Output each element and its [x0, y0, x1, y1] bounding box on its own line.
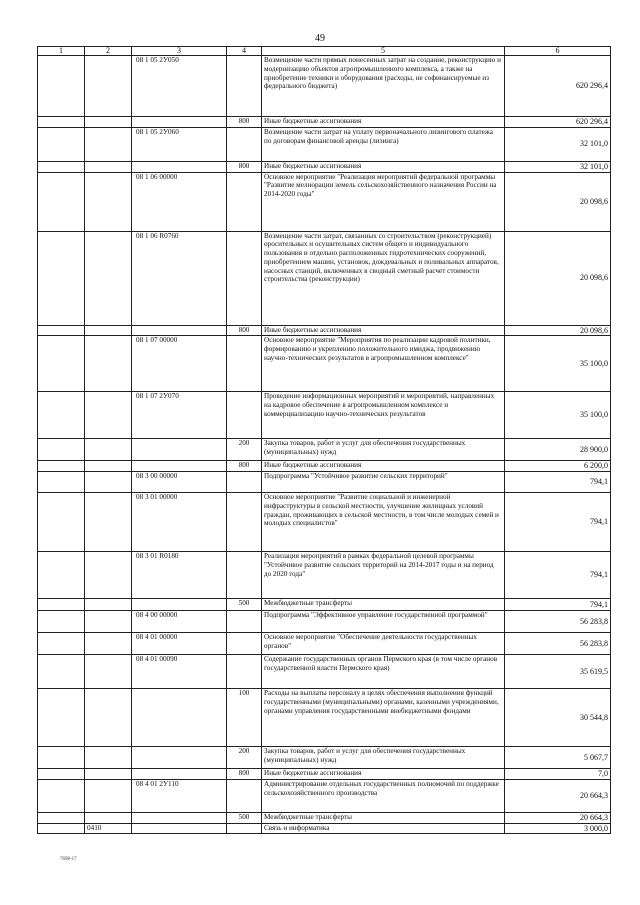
amount-cell: 32 101,0 [505, 127, 611, 161]
name-cell: Иные бюджетные ассигнования [262, 161, 505, 172]
name-cell: Основное мероприятие "Развитие социальной и инженерной инфраструктуры в сельской местности, улучшение жилищных условий граждан, проживающих в сельской местности, в том числе молодых семей и молодых специалистов" [262, 493, 505, 552]
subsection-cell [85, 172, 132, 231]
name-cell: Связь и информатика [262, 823, 505, 834]
section-cell [38, 325, 85, 336]
name-cell: Администрирование отдельных государственных полномочий по поддержке сельскохозяйственного производства [262, 779, 505, 812]
section-cell [38, 812, 85, 823]
amount-cell: 20 098,6 [505, 325, 611, 336]
subsection-cell [85, 493, 132, 552]
amount-cell: 30 544,8 [505, 689, 611, 747]
subsection-cell [85, 633, 132, 655]
subsection-cell [85, 161, 132, 172]
column-numbers-row [38, 47, 611, 56]
target-article-cell: 08 3 01 R0180 [132, 552, 227, 599]
name-cell: Возмещение части прямых понесенных затрат на создание, реконструкцию и модернизацию объектов агропромышленного комплекса, а также на приобретение техники и оборудования (расходы, не софинансируемые из федерального бюджета) [262, 56, 505, 117]
amount-cell: 794,1 [505, 472, 611, 493]
subsection-cell [85, 56, 132, 117]
amount-cell: 794,1 [505, 493, 611, 552]
name-cell: Основное мероприятие "Реализация мероприятий федеральной программы "Развитие мелиорации земель сельскохозяйственного назначения России на 2014-2020 годы" [262, 172, 505, 231]
table-row [38, 472, 611, 493]
target-article-cell: 08 1 07 00000 [132, 336, 227, 392]
table-row [38, 552, 611, 599]
target-article-cell [132, 325, 227, 336]
column-number: 1 [38, 47, 85, 56]
table-row [38, 439, 611, 461]
name-cell: Подпрограмма "Устойчивое развитие сельских территорий" [262, 472, 505, 493]
table-row [38, 336, 611, 392]
subsection-cell [85, 655, 132, 689]
name-cell: Иные бюджетные ассигнования [262, 325, 505, 336]
expense-type-cell [227, 655, 262, 689]
expense-type-cell [227, 392, 262, 439]
table-row [38, 779, 611, 812]
table-row [38, 769, 611, 780]
expense-type-cell: 800 [227, 117, 262, 128]
expense-type-cell [227, 779, 262, 812]
subsection-cell [85, 392, 132, 439]
target-article-cell: 08 1 07 2У070 [132, 392, 227, 439]
column-number: 6 [505, 47, 611, 56]
target-article-cell [132, 689, 227, 747]
subsection-cell [85, 812, 132, 823]
name-cell: Межбюджетные трансферты [262, 812, 505, 823]
section-cell [38, 823, 85, 834]
section-cell [38, 392, 85, 439]
amount-cell: 28 900,0 [505, 439, 611, 461]
table-row [38, 655, 611, 689]
target-article-cell: 08 3 00 00000 [132, 472, 227, 493]
table-row [38, 325, 611, 336]
table-row [38, 599, 611, 611]
table-row [38, 161, 611, 172]
section-cell [38, 172, 85, 231]
amount-cell: 5 067,7 [505, 747, 611, 769]
name-cell: Реализация мероприятий в рамках федеральной целевой программы "Устойчивое развитие сельских территорий на 2014-2017 годы и на период до 2020 года" [262, 552, 505, 599]
name-cell: Возмещение части затрат, связанных со строительством (реконструкцией) оросительных и осушительных систем общего и индивидуального пользования и отдельно расположенных гидротехнических сооружений, приобретением машин, установок, дождевальных и поливальных аппаратов, насосных станций, включенных в сводный сметный расчет стоимости строительства (реконструкции) [262, 231, 505, 325]
page-number: 49 [315, 33, 325, 44]
section-cell [38, 611, 85, 633]
section-cell [38, 127, 85, 161]
target-article-cell [132, 747, 227, 769]
subsection-cell [85, 325, 132, 336]
name-cell: Иные бюджетные ассигнования [262, 769, 505, 780]
table-row [38, 461, 611, 472]
amount-cell: 794,1 [505, 552, 611, 599]
table-row [38, 493, 611, 552]
section-cell [38, 689, 85, 747]
target-article-cell [132, 599, 227, 611]
expense-type-cell [227, 633, 262, 655]
amount-cell: 56 283,8 [505, 633, 611, 655]
subsection-cell [85, 599, 132, 611]
amount-cell: 794,1 [505, 599, 611, 611]
name-cell: Основное мероприятие "Мероприятия по реализации кадровой политики, формированию и укреплению положительного имиджа, продвижению научно-технических результатов в агропромышленном комплексе" [262, 336, 505, 392]
section-cell [38, 655, 85, 689]
expense-type-cell: 200 [227, 439, 262, 461]
name-cell: Закупка товаров, работ и услуг для обеспечения государственных (муниципальных) нужд [262, 439, 505, 461]
target-article-cell [132, 769, 227, 780]
amount-cell: 20 098,6 [505, 231, 611, 325]
table-row [38, 392, 611, 439]
subsection-cell [85, 747, 132, 769]
amount-cell: 620 296,4 [505, 56, 611, 117]
table-row [38, 823, 611, 834]
section-cell [38, 493, 85, 552]
table-row [38, 812, 611, 823]
expense-type-cell [227, 823, 262, 834]
section-cell [38, 747, 85, 769]
target-article-cell [132, 161, 227, 172]
table-row [38, 117, 611, 128]
amount-cell: 32 101,0 [505, 161, 611, 172]
amount-cell: 3 000,0 [505, 823, 611, 834]
footer-code: 7698-17 [60, 857, 77, 862]
subsection-cell: 0410 [85, 823, 132, 834]
section-cell [38, 769, 85, 780]
target-article-cell: 08 4 00 00000 [132, 611, 227, 633]
subsection-cell [85, 779, 132, 812]
column-number: 2 [85, 47, 132, 56]
expense-type-cell [227, 336, 262, 392]
expense-type-cell: 200 [227, 747, 262, 769]
subsection-cell [85, 552, 132, 599]
expense-type-cell [227, 56, 262, 117]
column-number: 5 [262, 47, 505, 56]
amount-cell: 6 200,0 [505, 461, 611, 472]
amount-cell: 20 664,3 [505, 812, 611, 823]
name-cell: Проведение информационных мероприятий и мероприятий, направленных на кадровое обеспечение в агропромышленном комплексе и коммерциализацию научно-технических результатов [262, 392, 505, 439]
target-article-cell: 08 1 06 00000 [132, 172, 227, 231]
expense-type-cell: 500 [227, 812, 262, 823]
table-row [38, 56, 611, 117]
amount-cell: 620 296,4 [505, 117, 611, 128]
budget-table [37, 46, 611, 834]
expense-type-cell: 800 [227, 325, 262, 336]
expense-type-cell [227, 611, 262, 633]
target-article-cell: 08 3 01 00000 [132, 493, 227, 552]
target-article-cell: 08 1 05 2У050 [132, 56, 227, 117]
table-row [38, 747, 611, 769]
target-article-cell [132, 823, 227, 834]
subsection-cell [85, 336, 132, 392]
table-row [38, 231, 611, 325]
target-article-cell [132, 117, 227, 128]
expense-type-cell [227, 231, 262, 325]
subsection-cell [85, 689, 132, 747]
expense-type-cell: 800 [227, 769, 262, 780]
subsection-cell [85, 461, 132, 472]
subsection-cell [85, 117, 132, 128]
name-cell: Межбюджетные трансферты [262, 599, 505, 611]
subsection-cell [85, 472, 132, 493]
section-cell [38, 117, 85, 128]
expense-type-cell: 100 [227, 689, 262, 747]
target-article-cell [132, 461, 227, 472]
target-article-cell: 08 1 06 R0760 [132, 231, 227, 325]
expense-type-cell [227, 172, 262, 231]
expense-type-cell: 800 [227, 461, 262, 472]
expense-type-cell [227, 127, 262, 161]
name-cell: Возмещение части затрат на уплату первоначального лизингового платежа по договорам финансовой аренды (лизинга) [262, 127, 505, 161]
section-cell [38, 552, 85, 599]
subsection-cell [85, 231, 132, 325]
name-cell: Подпрограмма "Эффективное управление государственной программой" [262, 611, 505, 633]
target-article-cell: 08 4 01 00090 [132, 655, 227, 689]
expense-type-cell [227, 493, 262, 552]
name-cell: Закупка товаров, работ и услуг для обеспечения государственных (муниципальных) нужд [262, 747, 505, 769]
table-row [38, 633, 611, 655]
section-cell [38, 779, 85, 812]
amount-cell: 35 619,5 [505, 655, 611, 689]
name-cell: Основное мероприятие "Обеспечение деятельности государственных органов" [262, 633, 505, 655]
amount-cell: 35 100,0 [505, 336, 611, 392]
subsection-cell [85, 439, 132, 461]
target-article-cell [132, 439, 227, 461]
table-row [38, 172, 611, 231]
section-cell [38, 336, 85, 392]
section-cell [38, 461, 85, 472]
amount-cell: 20 664,3 [505, 779, 611, 812]
target-article-cell: 08 1 05 2У060 [132, 127, 227, 161]
table-row [38, 689, 611, 747]
section-cell [38, 633, 85, 655]
expense-type-cell: 800 [227, 161, 262, 172]
name-cell: Иные бюджетные ассигнования [262, 461, 505, 472]
target-article-cell [132, 812, 227, 823]
section-cell [38, 439, 85, 461]
target-article-cell: 08 4 01 2У110 [132, 779, 227, 812]
subsection-cell [85, 127, 132, 161]
amount-cell: 56 283,8 [505, 611, 611, 633]
expense-type-cell [227, 472, 262, 493]
section-cell [38, 472, 85, 493]
section-cell [38, 231, 85, 325]
section-cell [38, 161, 85, 172]
section-cell [38, 56, 85, 117]
table-row [38, 127, 611, 161]
subsection-cell [85, 769, 132, 780]
name-cell: Расходы на выплаты персоналу в целях обеспечения выполнения функций государственными (муниципальными) органами, казенными учреждениями, органами управления государственными внебюджетными фондами [262, 689, 505, 747]
name-cell: Содержание государственных органов Пермского края (в том числе органов государственной власти Пермского края) [262, 655, 505, 689]
table-row [38, 611, 611, 633]
expense-type-cell: 500 [227, 599, 262, 611]
amount-cell: 35 100,0 [505, 392, 611, 439]
target-article-cell: 08 4 01 00000 [132, 633, 227, 655]
subsection-cell [85, 611, 132, 633]
column-number: 3 [132, 47, 227, 56]
amount-cell: 20 098,6 [505, 172, 611, 231]
name-cell: Иные бюджетные ассигнования [262, 117, 505, 128]
expense-type-cell [227, 552, 262, 599]
section-cell [38, 599, 85, 611]
amount-cell: 7,0 [505, 769, 611, 780]
column-number: 4 [227, 47, 262, 56]
